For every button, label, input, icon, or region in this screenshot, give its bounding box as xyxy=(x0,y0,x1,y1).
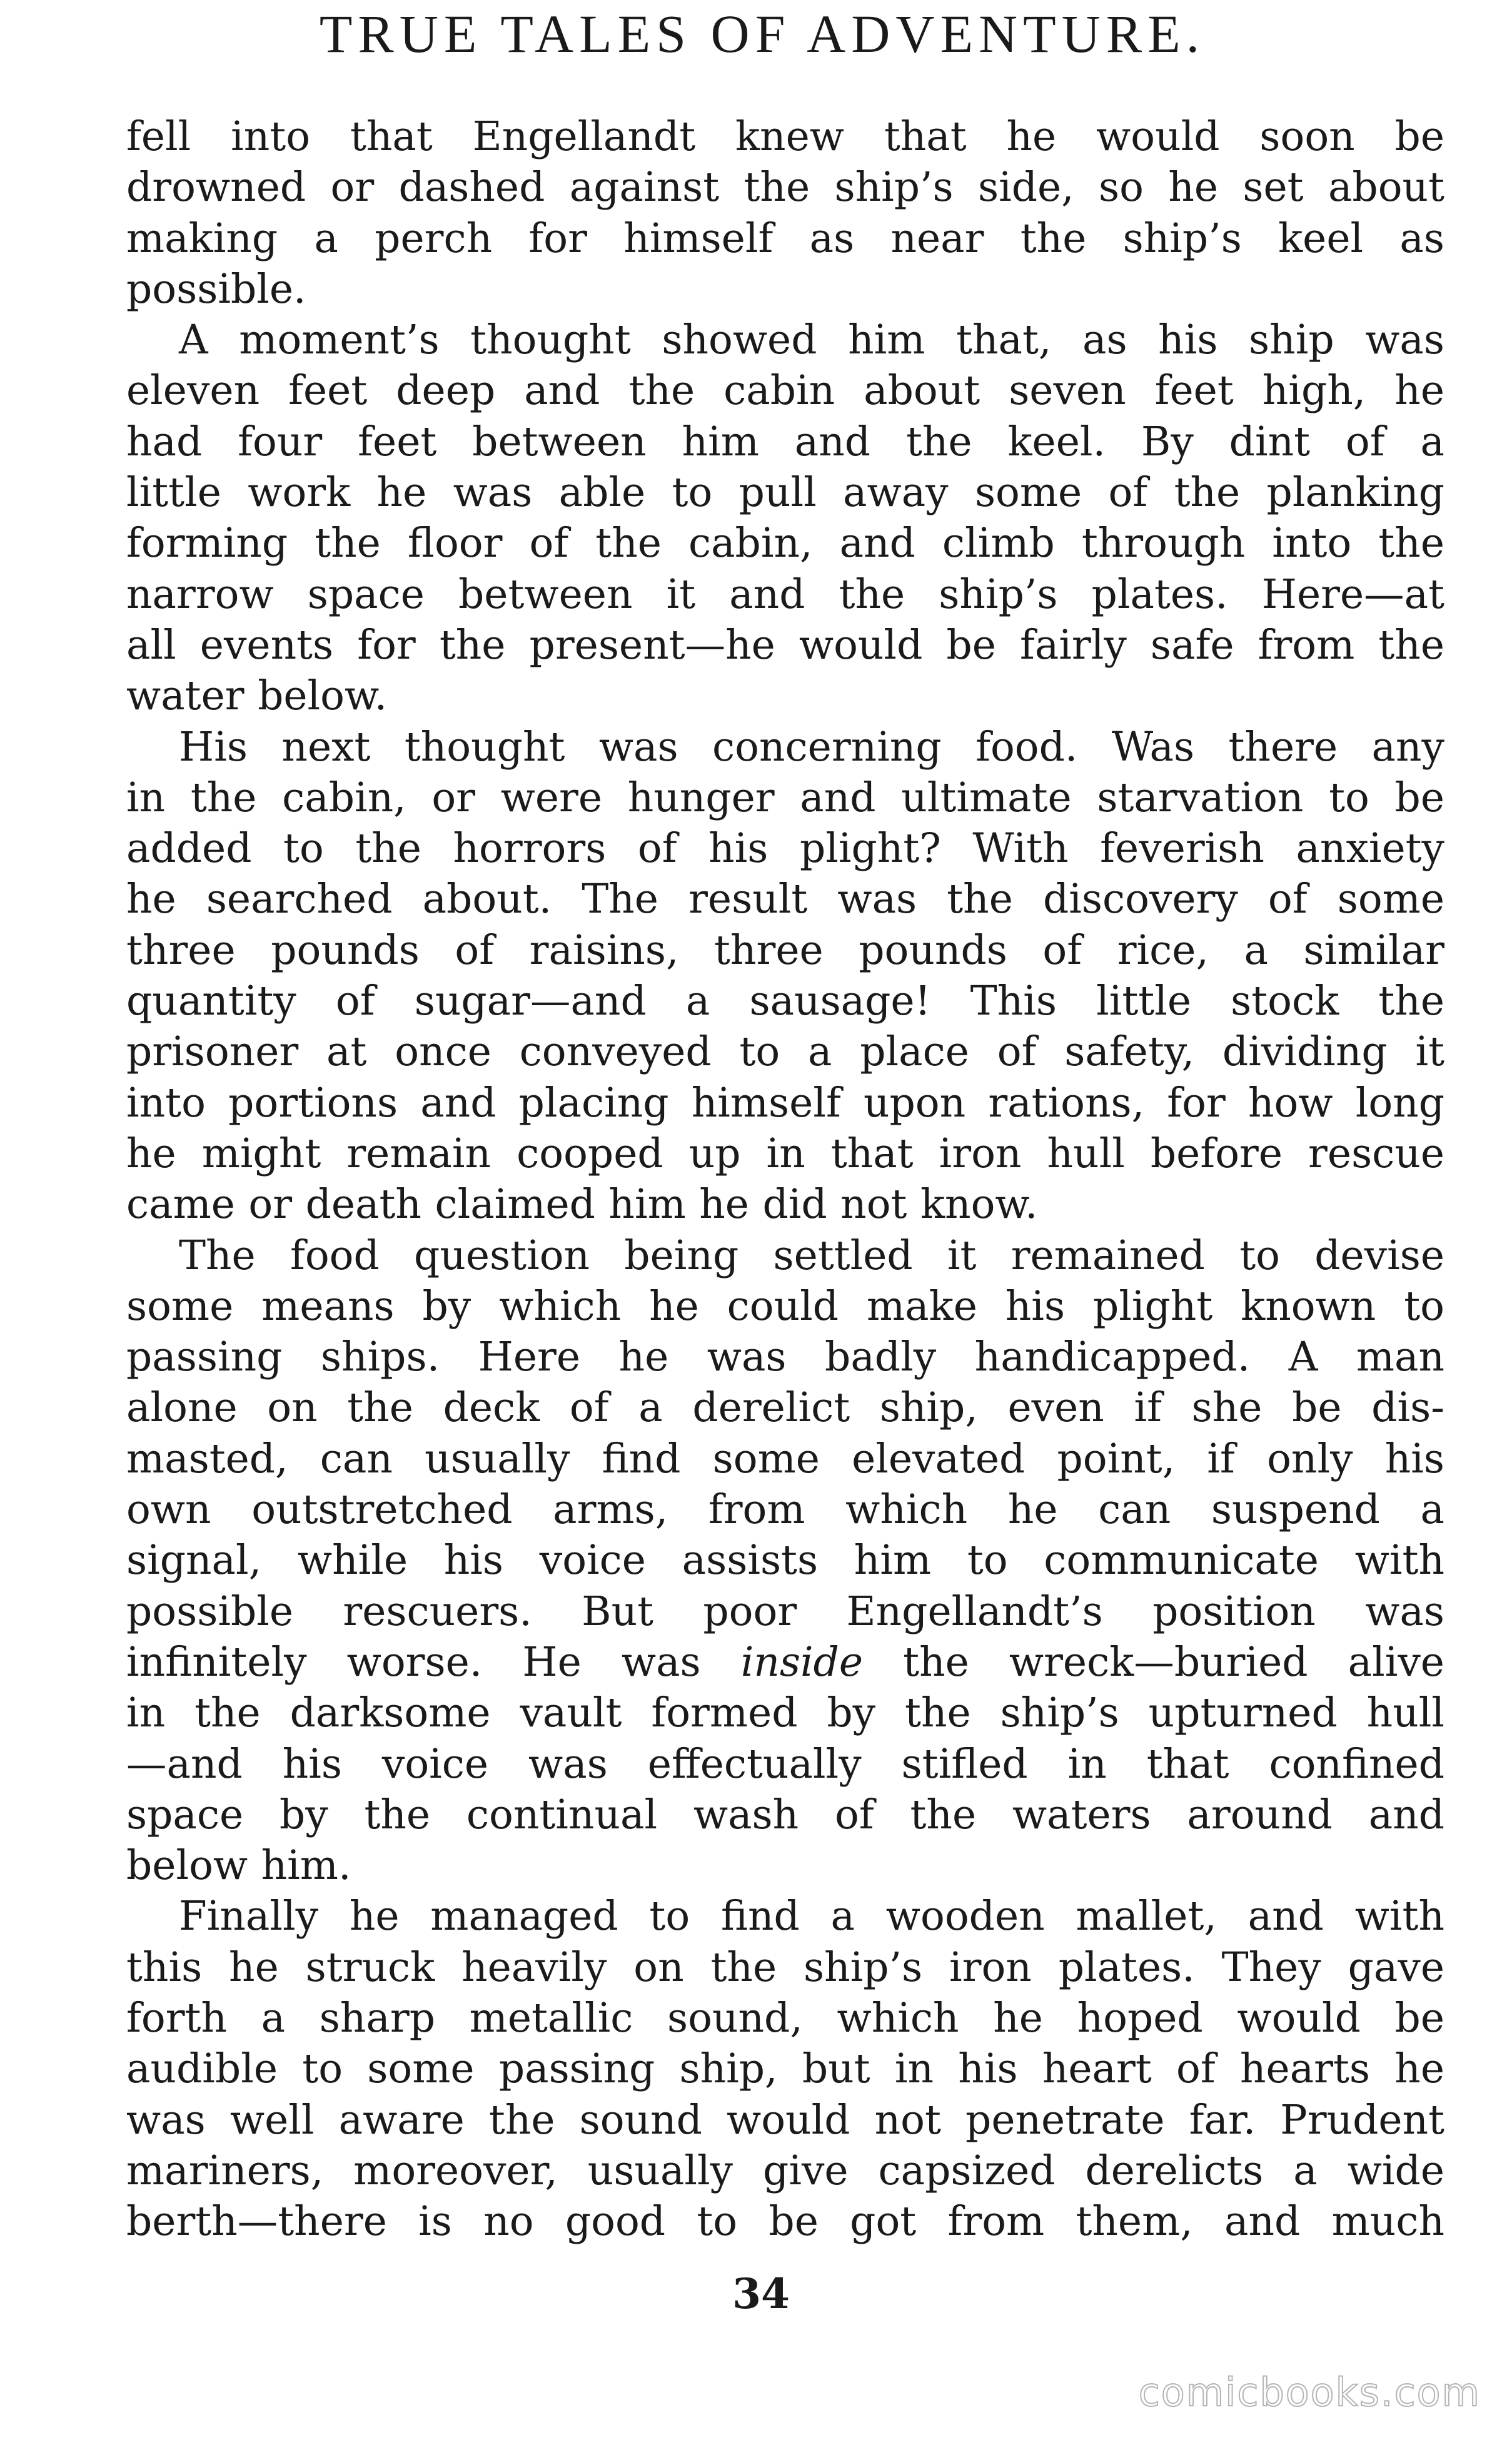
text-line: added to the horrors of his plight? With feverish anxiety xyxy=(126,825,1444,873)
text-line: some means by which he could make his plight known to xyxy=(126,1282,1444,1330)
running-head: TRUE TALES OF ADVENTURE. xyxy=(319,4,1206,64)
text-line: this he struck heavily on the ship’s iron plates. They gave xyxy=(126,1943,1444,1991)
page-number: 34 xyxy=(732,2269,790,2318)
text-line: below him. xyxy=(126,1842,351,1890)
text-line: His next thought was concerning food. Was there any xyxy=(179,723,1444,771)
text-line: into portions and placing himself upon rations, for how long xyxy=(126,1079,1444,1127)
text-line: The food question being settled it remained to devise xyxy=(179,1232,1444,1279)
text-line: came or death claimed him he did not know. xyxy=(126,1181,1038,1229)
text-line: —and his voice was effectually stifled in that confined xyxy=(126,1740,1444,1788)
text-line: prisoner at once conveyed to a place of safety, dividing it xyxy=(126,1028,1444,1076)
text-line: possible. xyxy=(126,265,306,313)
text-line: drowned or dashed against the ship’s side, so he set about xyxy=(126,164,1444,211)
text-line: forth a sharp metallic sound, which he hoped would be xyxy=(126,1994,1444,2042)
text-line: own outstretched arms, from which he can suspend a xyxy=(126,1486,1444,1534)
paragraph-2 xyxy=(126,315,1444,721)
text-line: mariners, moreover, usually give capsized derelicts a wide xyxy=(126,2147,1444,2194)
text-line: fell into that Engellandt knew that he would soon be xyxy=(126,113,1444,160)
text-line: infinitely worse. He was inside the wreck—buried alive xyxy=(126,1638,1444,1686)
text-line: all events for the present—he would be fairly safe from the xyxy=(126,621,1444,669)
text-line: possible rescuers. But poor Engellandt’s position was xyxy=(126,1588,1444,1635)
text-line: had four feet between him and the keel. By dint of a xyxy=(126,418,1444,465)
text-line: audible to some passing ship, but in his heart of hearts he xyxy=(126,2045,1444,2093)
text-line: he searched about. The result was the discovery of some xyxy=(126,876,1444,923)
paragraph-5 xyxy=(126,1891,1444,2247)
watermark: comicbooks.com xyxy=(1138,2369,1481,2415)
text-line: making a perch for himself as near the ship’s keel as xyxy=(126,215,1444,262)
text-line: quantity of sugar—and a sausage! This little stock the xyxy=(126,978,1444,1025)
text-line: masted, can usually find some elevated point, if only his xyxy=(126,1435,1444,1482)
text-line: Finally he managed to find a wooden mallet, and with xyxy=(179,1893,1444,1940)
text-line: passing ships. Here he was badly handicapped. A man xyxy=(126,1334,1444,1381)
text-line: three pounds of raisins, three pounds of rice, a similar xyxy=(126,926,1444,974)
text-line: space by the continual wash of the waters around and xyxy=(126,1791,1444,1838)
text-line: was well aware the sound would not penetrate far. Prudent xyxy=(126,2096,1444,2144)
paragraph-3 xyxy=(126,722,1444,1230)
text-line: narrow space between it and the ship’s plates. Here—at xyxy=(126,570,1444,618)
text-line: signal, while his voice assists him to communicate with xyxy=(126,1537,1444,1584)
text-line: alone on the deck of a derelict ship, even if she be dis- xyxy=(126,1384,1444,1432)
text-line: berth—there is no good to be got from them, and much xyxy=(126,2198,1444,2246)
text-line: he might remain cooped up in that iron hull before rescue xyxy=(126,1130,1444,1177)
text-line: little work he was able to pull away some of the planking xyxy=(126,469,1444,517)
text-line: in the darksome vault formed by the ship’s upturned hull xyxy=(126,1690,1444,1737)
emphasis-inside: inside xyxy=(740,1638,864,1686)
body-text xyxy=(126,111,1444,2247)
text-line: eleven feet deep and the cabin about seven feet high, he xyxy=(126,367,1444,415)
text-line: in the cabin, or were hunger and ultimate starvation to be xyxy=(126,774,1444,821)
paragraph-4 xyxy=(126,1230,1444,1892)
paragraph-1 xyxy=(126,111,1444,315)
text-line: A moment’s thought showed him that, as his ship was xyxy=(179,317,1444,364)
text-line: forming the floor of the cabin, and climb through into the xyxy=(126,520,1444,567)
text-line: water below. xyxy=(126,672,388,720)
